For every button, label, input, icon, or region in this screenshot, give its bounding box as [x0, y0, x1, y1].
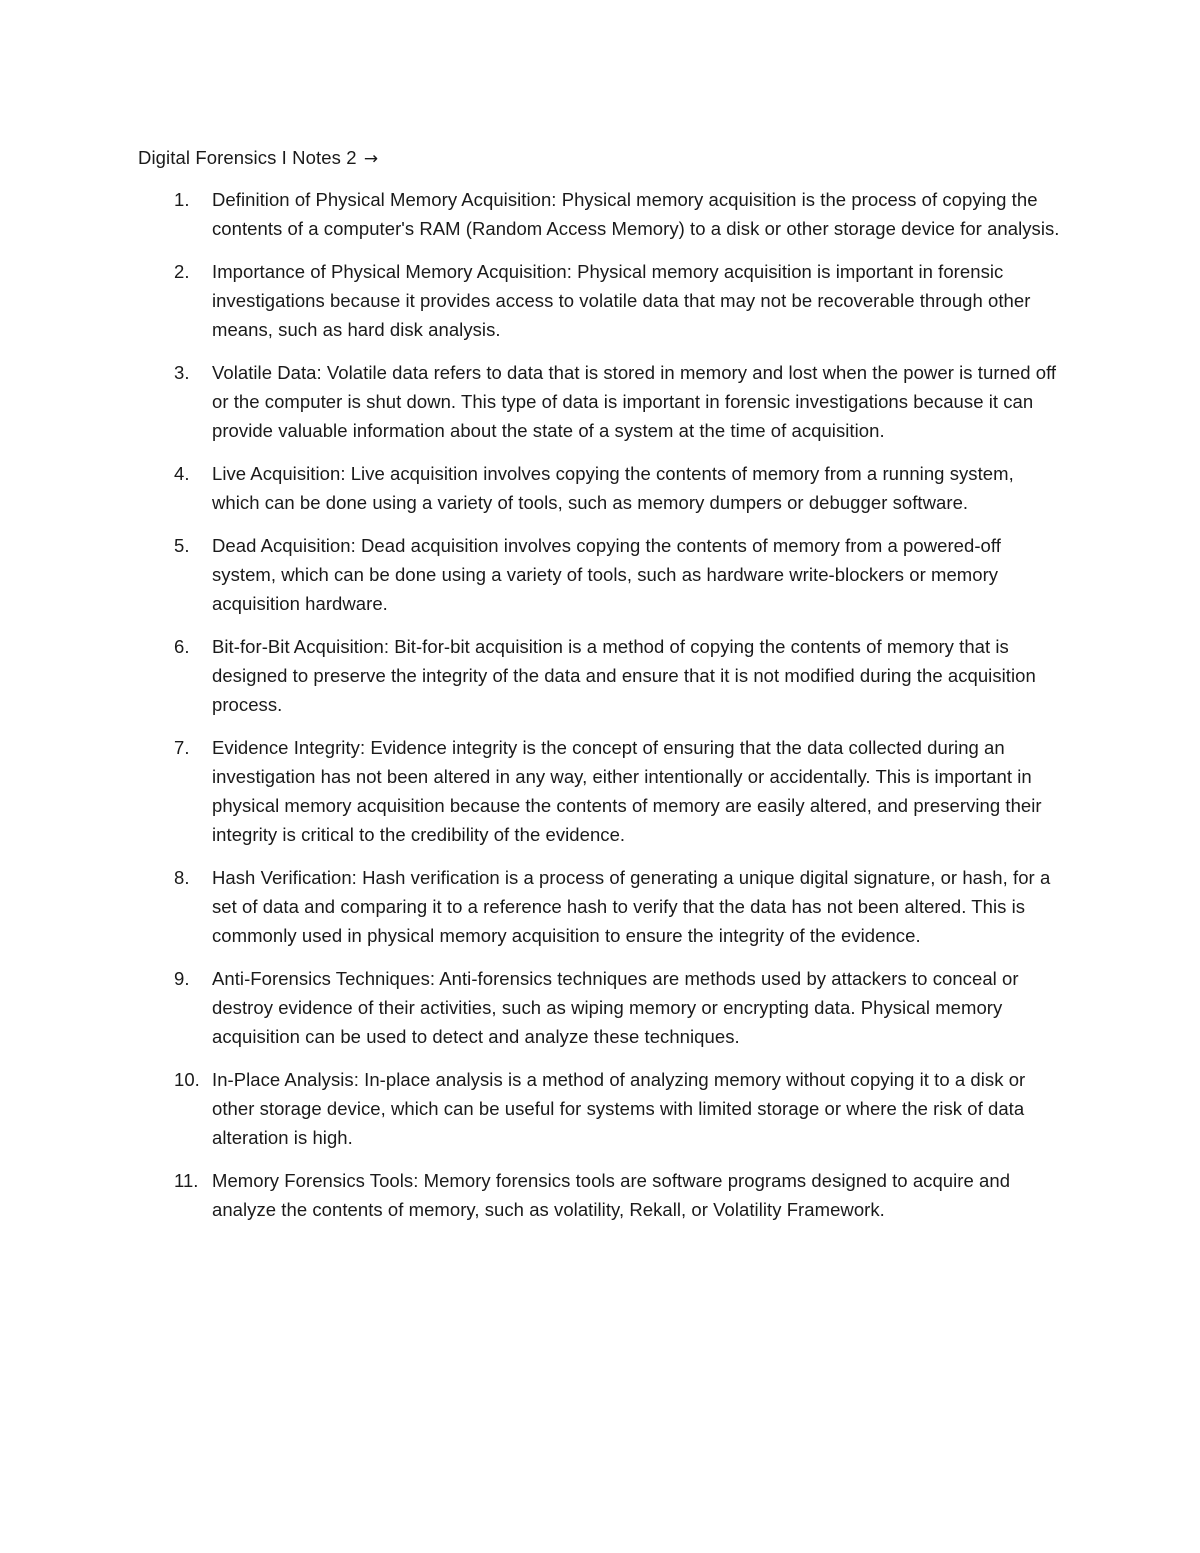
- notes-list: [138, 185, 1063, 1238]
- list-item-term: In-Place Analysis:: [212, 1069, 359, 1090]
- list-item-number: 5.: [174, 535, 190, 556]
- list-item-term: Volatile Data:: [212, 362, 322, 383]
- list-item: [138, 632, 1063, 719]
- list-item: [138, 863, 1063, 950]
- list-item-number: 6.: [174, 636, 190, 657]
- list-item-text: Live acquisition involves copying the contents of memory from a running system, which can be done using a variety of tools, such as memory dumpers or debugger software.: [212, 463, 1014, 513]
- list-item-number: 4.: [174, 463, 190, 484]
- list-item-term: Live Acquisition:: [212, 463, 346, 484]
- list-item-number: 1.: [174, 189, 190, 210]
- list-item-text: Physical memory acquisition is the process of copying the contents of a computer's RAM (Random Access Memory) to a disk or other storage device for analysis.: [212, 189, 1060, 239]
- document-title-text: Digital Forensics I Notes 2: [138, 147, 357, 168]
- list-item-text: In-place analysis is a method of analyzing memory without copying it to a disk or other storage device, which can be useful for systems with limited storage or where the risk of data alteration is high.: [212, 1069, 1026, 1148]
- list-item: [138, 1166, 1063, 1224]
- list-item: [138, 531, 1063, 618]
- list-item-text: Dead acquisition involves copying the contents of memory from a powered-off system, which can be done using a variety of tools, such as hardware write-blockers or memory acquisition hardware.: [212, 535, 1001, 614]
- list-item-term: Dead Acquisition:: [212, 535, 356, 556]
- list-item-term: Memory Forensics Tools:: [212, 1170, 419, 1191]
- list-item: [138, 964, 1063, 1051]
- list-item-number: 7.: [174, 737, 190, 758]
- list-item: [138, 185, 1063, 243]
- list-item-term: Evidence Integrity:: [212, 737, 366, 758]
- list-item-number: 2.: [174, 261, 190, 282]
- list-item-term: Definition of Physical Memory Acquisition:: [212, 189, 557, 210]
- document-title: [138, 144, 378, 173]
- list-item-number: 8.: [174, 867, 190, 888]
- list-item-term: Anti-Forensics Techniques:: [212, 968, 436, 989]
- list-item-number: 9.: [174, 968, 190, 989]
- list-item-text: Bit-for-bit acquisition is a method of copying the contents of memory that is designed to preserve the integrity of the data and ensure that it is not modified during the acquisition process.: [212, 636, 1036, 715]
- list-item-number: 11.: [174, 1170, 199, 1191]
- list-item-text: Evidence integrity is the concept of ensuring that the data collected during an investigation has not been altered in any way, either intentionally or accidentally. This is important in physical memory acquisition because the contents of memory are easily altered, and preserving their integrity is critical to the credibility of the evidence.: [212, 737, 1042, 845]
- list-item-term: Importance of Physical Memory Acquisition:: [212, 261, 572, 282]
- list-item: [138, 358, 1063, 445]
- list-item-text: Anti-forensics techniques are methods used by attackers to conceal or destroy evidence of their activities, such as wiping memory or encrypting data. Physical memory acquisition can be used to detect and analyze these techniques.: [212, 968, 1019, 1047]
- list-item-number: 3.: [174, 362, 190, 383]
- list-item-text: Hash verification is a process of generating a unique digital signature, or hash, for a set of data and comparing it to a reference hash to verify that the data has not been altered. This is commonly used in physical memory acquisition to ensure the integrity of the evidence.: [212, 867, 1051, 946]
- list-item-term: Bit-for-Bit Acquisition:: [212, 636, 390, 657]
- list-item: [138, 459, 1063, 517]
- list-item-number: 10.: [174, 1069, 200, 1090]
- list-item: [138, 257, 1063, 344]
- list-item: [138, 1065, 1063, 1152]
- list-item-text: Memory forensics tools are software programs designed to acquire and analyze the contents of memory, such as volatility, Rekall, or Volatility Framework.: [212, 1170, 1011, 1220]
- list-item-term: Hash Verification:: [212, 867, 357, 888]
- list-item-text: Volatile data refers to data that is stored in memory and lost when the power is turned off or the computer is shut down. This type of data is important in forensic investigations because it can provide valuable information about the state of a system at the time of acquisition.: [212, 362, 1057, 441]
- list-item-text: Physical memory acquisition is important in forensic investigations because it provides access to volatile data that may not be recoverable through other means, such as hard disk analysis.: [212, 261, 1031, 340]
- right-arrow-icon: →: [363, 149, 379, 169]
- list-item: [138, 733, 1063, 849]
